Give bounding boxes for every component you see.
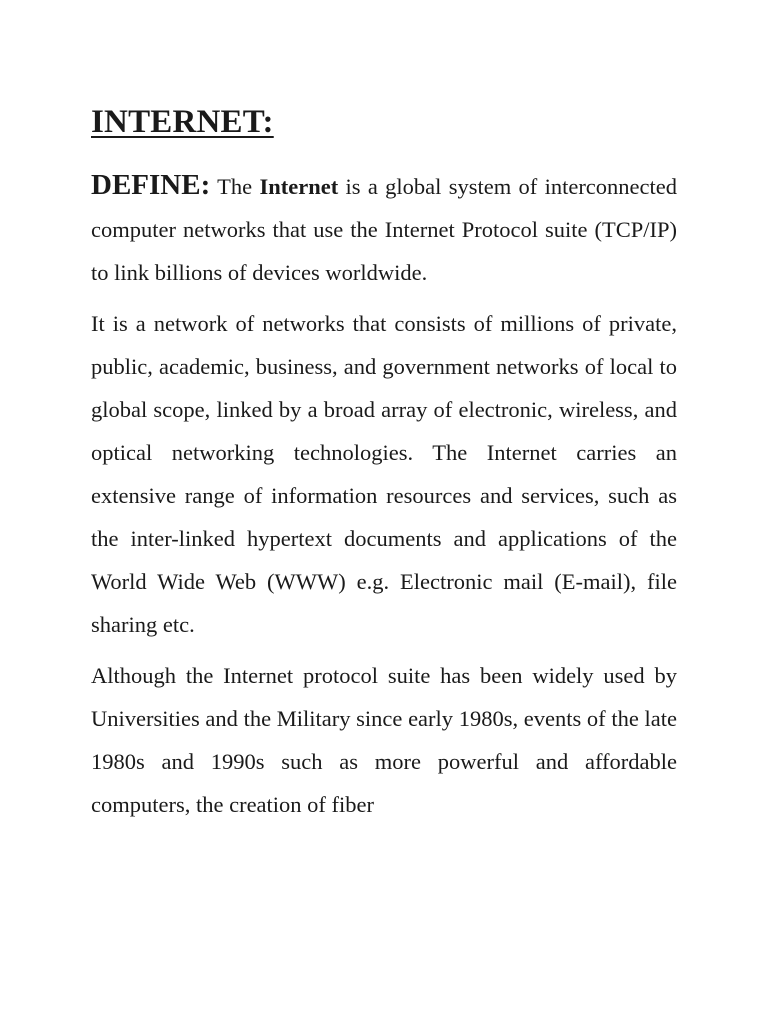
definition-text-after: is a global system of interconnected computer networks that use the Internet Protocol suite (TCP/IP) to link billions of devices worldwide. <box>91 174 678 285</box>
definition-text-before: The <box>210 174 260 199</box>
document-body <box>91 164 677 834</box>
define-label: DEFINE: <box>91 169 211 201</box>
body-paragraph-1: It is a network of networks that consists of millions of private, public, academic, business, and government networks of local to global scope, linked by a broad array of electronic, wireless, and optical networking technologies. The Internet carries an extensive range of information resources and services, such as the inter-linked hypertext documents and applications of the World Wide Web (WWW) e.g. Electronic mail (E-mail), file sharing etc. <box>91 311 677 637</box>
defined-term: Internet <box>259 174 339 199</box>
definition-paragraph <box>91 164 677 294</box>
body-paragraph-2: Although the Internet protocol suite has been widely used by Universities and the Military since early 1980s, events of the late 1980s and 1990s such as more powerful and affordable computers, the creation of fiber <box>91 663 677 817</box>
page-title: INTERNET: <box>91 104 274 140</box>
